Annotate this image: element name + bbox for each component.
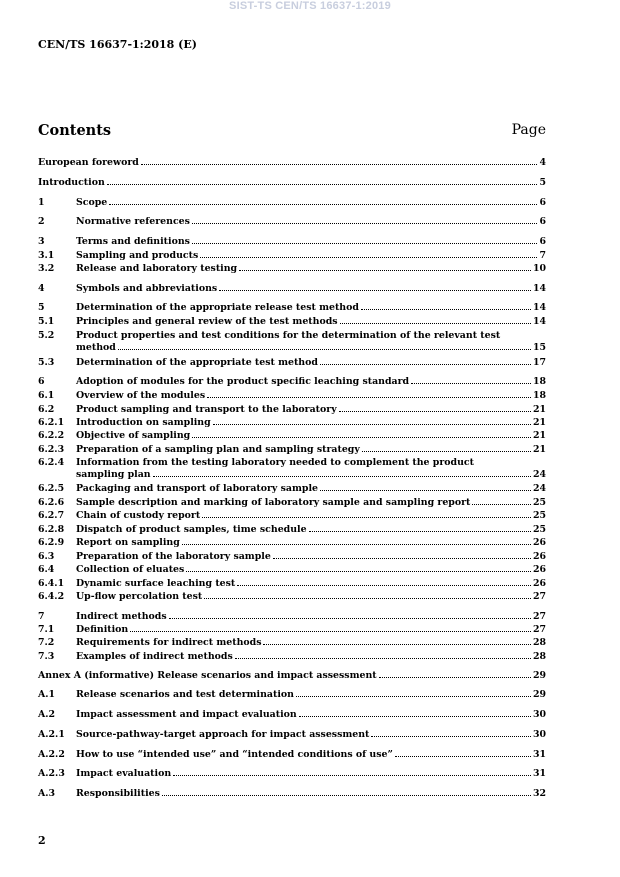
toc-page-number: 25 (532, 497, 546, 508)
toc-number: 2 (38, 216, 45, 227)
toc-page-number: 29 (532, 689, 546, 700)
toc-leader-dots (192, 236, 538, 244)
toc-number: 6.2.3 (38, 444, 65, 455)
page-column-label: Page (511, 122, 546, 138)
toc-entry[interactable] (38, 302, 546, 314)
toc-entry[interactable] (38, 510, 546, 522)
toc-number: 5.2 (38, 330, 55, 341)
toc-leader-dots (192, 430, 531, 438)
toc-number: 5 (38, 302, 45, 313)
toc-page-number: 6 (539, 236, 546, 247)
toc-number: A.2.3 (38, 768, 65, 779)
toc-title: Examples of indirect methods (76, 651, 233, 662)
toc-page-number: 21 (532, 444, 546, 455)
toc-page-number: 30 (532, 729, 546, 740)
toc-page-number: 17 (532, 357, 546, 368)
toc-entry[interactable] (38, 316, 546, 328)
toc-entry[interactable] (38, 444, 546, 456)
toc-entry[interactable] (38, 497, 546, 509)
toc-number: 6.1 (38, 390, 55, 401)
toc-entry[interactable] (38, 197, 546, 209)
toc-entry[interactable] (38, 483, 546, 495)
toc-leader-dots (192, 216, 538, 224)
toc-leader-dots (204, 591, 531, 599)
toc-leader-dots (379, 670, 531, 678)
toc-title: Terms and definitions (76, 236, 190, 247)
toc-title: Indirect methods (76, 611, 167, 622)
toc-leader-dots (309, 524, 531, 532)
toc-number: 4 (38, 283, 45, 294)
toc-number: 6.2.7 (38, 510, 65, 521)
page-number: 2 (38, 834, 46, 847)
toc-title: Determination of the appropriate release test method (76, 302, 359, 313)
toc-entry[interactable] (38, 709, 546, 721)
toc-entry[interactable] (38, 250, 546, 262)
toc-entry[interactable] (38, 689, 546, 701)
toc-leader-dots (395, 749, 531, 757)
toc-page-number: 4 (539, 157, 546, 168)
toc-entry[interactable] (38, 537, 546, 549)
toc-title: Impact assessment and impact evaluation (76, 709, 297, 720)
toc-title-continued: method (76, 341, 116, 353)
toc-entry[interactable] (38, 330, 546, 353)
toc-number: 6.2.6 (38, 497, 65, 508)
document-reference: CEN/TS 16637-1:2018 (E) (38, 38, 197, 51)
toc-number: 3.2 (38, 263, 55, 274)
toc-number: 6.2.9 (38, 537, 65, 548)
toc-number: 6.4 (38, 564, 55, 575)
toc-title: Requirements for indirect methods (76, 637, 262, 648)
toc-entry[interactable] (38, 524, 546, 536)
toc-leader-dots (130, 624, 531, 632)
toc-title: Dispatch of product samples, time schedule (76, 524, 307, 535)
toc-title: Scope (76, 197, 108, 208)
toc-page-number: 25 (532, 510, 546, 521)
toc-leader-dots (109, 197, 537, 205)
toc-number: 1 (38, 197, 45, 208)
toc-title: Definition (76, 624, 129, 635)
toc-title-continued: sampling plan (76, 468, 151, 480)
toc-entry[interactable] (38, 729, 546, 741)
toc-number: A.3 (38, 788, 56, 799)
toc-number: A.2.1 (38, 729, 65, 740)
toc-number: 5.3 (38, 357, 55, 368)
toc-title: Preparation of the laboratory sample (76, 551, 271, 562)
toc-page-number: 32 (532, 788, 546, 799)
toc-number: 6 (38, 376, 45, 387)
toc-entry[interactable] (38, 376, 546, 388)
toc-title: Product sampling and transport to the laboratory (76, 404, 337, 415)
toc-title: Dynamic surface leaching test (76, 578, 236, 589)
toc-title: Impact evaluation (76, 768, 172, 779)
toc-number: 6.2.1 (38, 417, 65, 428)
toc-title: Packaging and transport of laboratory sample (76, 483, 318, 494)
toc-title: Introduction (38, 177, 105, 188)
toc-title: Adoption of modules for the product specific leaching standard (76, 376, 410, 387)
toc-entry[interactable] (38, 611, 546, 623)
toc-entry[interactable] (38, 157, 546, 169)
toc-entry[interactable] (38, 404, 546, 416)
toc-title: European foreword (38, 157, 139, 168)
toc-leader-dots (340, 316, 531, 324)
toc-page-number: 14 (532, 316, 546, 327)
toc-entry[interactable] (38, 651, 546, 663)
toc-leader-dots (237, 578, 531, 586)
toc-number: 6.2.8 (38, 524, 65, 535)
toc-page-number: 21 (532, 404, 546, 415)
toc-page-number: 21 (532, 430, 546, 441)
toc-entry[interactable] (38, 591, 546, 603)
toc-number: 5.1 (38, 316, 55, 327)
toc-leader-dots (207, 390, 531, 398)
toc-entry[interactable] (38, 263, 546, 275)
toc-entry[interactable] (38, 216, 546, 228)
toc-leader-dots (339, 404, 531, 412)
toc-number: 6.4.1 (38, 578, 65, 589)
toc-number: 6.2 (38, 404, 55, 415)
toc-page-number: 31 (532, 768, 546, 779)
watermark: SIST-TS CEN/TS 16637-1:2019 (229, 0, 391, 12)
toc-number: A.2.2 (38, 749, 65, 760)
contents-heading (38, 122, 546, 142)
toc-entry[interactable] (38, 283, 546, 295)
toc-page-number: 15 (532, 341, 546, 353)
toc-title: Determination of the appropriate test method (76, 357, 318, 368)
toc-page-number: 30 (532, 709, 546, 720)
toc-number: A.1 (38, 689, 56, 700)
toc-leader-dots (472, 497, 531, 505)
toc-leader-dots (299, 709, 531, 717)
toc-entry[interactable] (38, 430, 546, 442)
toc-leader-dots (219, 283, 531, 291)
toc-entry[interactable] (38, 390, 546, 402)
toc-title: Release scenarios and test determination (76, 689, 294, 700)
toc-leader-dots (200, 250, 537, 258)
toc-leader-dots (320, 483, 531, 491)
toc-leader-dots (162, 788, 531, 796)
toc-leader-dots (118, 342, 531, 350)
toc-leader-dots (361, 302, 531, 310)
toc-number: 6.2.2 (38, 430, 65, 441)
toc-entry[interactable] (38, 749, 546, 761)
toc-leader-dots (107, 177, 538, 185)
toc-page-number: 24 (532, 483, 546, 494)
toc-page-number: 26 (532, 551, 546, 562)
toc-page-number: 28 (532, 637, 546, 648)
toc-leader-dots (153, 469, 531, 477)
toc-page-number: 27 (532, 611, 546, 622)
toc-leader-dots (320, 357, 531, 365)
toc-entry[interactable] (38, 768, 546, 780)
toc-leader-dots (362, 444, 531, 452)
toc-title: Source-pathway-target approach for impact assessment (76, 729, 370, 740)
toc-entry[interactable] (38, 551, 546, 563)
toc-title: Release and laboratory testing (76, 263, 238, 274)
toc-number: A.2 (38, 709, 56, 720)
toc-title: Objective of sampling (76, 430, 191, 441)
toc-number: 7.2 (38, 637, 55, 648)
toc-title: Information from the testing laboratory needed to complement the product (76, 457, 474, 468)
toc-title: Sampling and products (76, 250, 199, 261)
toc-title: Product properties and test conditions for the determination of the relevant test (76, 330, 501, 341)
toc-number: 7.3 (38, 651, 55, 662)
toc-number: 6.3 (38, 551, 55, 562)
toc-leader-dots (263, 637, 530, 645)
toc-number: 6.4.2 (38, 591, 65, 602)
toc-entry[interactable] (38, 624, 546, 636)
toc-page-number: 26 (532, 537, 546, 548)
toc-leader-dots (235, 651, 531, 659)
toc-page-number: 27 (532, 624, 546, 635)
toc-entry[interactable] (38, 357, 546, 369)
toc-leader-dots (371, 729, 531, 737)
toc-entry[interactable] (38, 788, 546, 800)
toc-title: Up-flow percolation test (76, 591, 203, 602)
contents-title: Contents (38, 122, 112, 139)
toc-title: Preparation of a sampling plan and sampling strategy (76, 444, 360, 455)
toc-page-number: 18 (532, 390, 546, 401)
toc-leader-dots (186, 564, 531, 572)
toc-title: Symbols and abbreviations (76, 283, 218, 294)
toc-title: Sample description and marking of laboratory sample and sampling report (76, 497, 471, 508)
toc-leader-dots (296, 689, 531, 697)
toc-page-number: 29 (532, 670, 546, 681)
toc-leader-dots (213, 417, 531, 425)
toc-page-number: 27 (532, 591, 546, 602)
toc-page-number: 18 (532, 376, 546, 387)
toc-page-number: 6 (539, 216, 546, 227)
toc-leader-dots (173, 768, 531, 776)
toc-entry[interactable] (38, 670, 546, 682)
toc-page-number: 10 (532, 263, 546, 274)
toc-entry[interactable] (38, 637, 546, 649)
toc-entry[interactable] (38, 177, 546, 189)
toc-leader-dots (411, 376, 531, 384)
toc-entry[interactable] (38, 578, 546, 590)
toc-number: 6.2.4 (38, 457, 65, 468)
toc-page-number: 14 (532, 283, 546, 294)
toc-title: Introduction on sampling (76, 417, 211, 428)
toc-entry[interactable] (38, 564, 546, 576)
toc-leader-dots (273, 551, 531, 559)
toc-leader-dots (141, 157, 538, 165)
toc-entry[interactable] (38, 417, 546, 429)
toc-title: Principles and general review of the test methods (76, 316, 338, 327)
toc-page-number: 7 (539, 250, 546, 261)
toc-page-number: 31 (532, 749, 546, 760)
toc-number: 7 (38, 611, 45, 622)
toc-leader-dots (182, 537, 531, 545)
toc-page-number: 24 (532, 468, 546, 480)
toc-page-number: 14 (532, 302, 546, 313)
toc-page-number: 26 (532, 564, 546, 575)
toc-title: Annex A (informative) Release scenarios and impact assessment (38, 670, 377, 681)
toc-number: 3.1 (38, 250, 55, 261)
toc-entry[interactable] (38, 236, 546, 248)
toc-number: 7.1 (38, 624, 55, 635)
toc-entry[interactable] (38, 457, 546, 480)
toc-leader-dots (202, 510, 531, 518)
toc-page-number: 25 (532, 524, 546, 535)
toc-title: Collection of eluates (76, 564, 185, 575)
toc-page-number: 6 (539, 197, 546, 208)
toc-page-number: 28 (532, 651, 546, 662)
toc-title: Responsibilities (76, 788, 160, 799)
toc-title: Chain of custody report (76, 510, 201, 521)
toc-title: Report on sampling (76, 537, 180, 548)
toc-page-number: 5 (539, 177, 546, 188)
toc-leader-dots (169, 611, 531, 619)
toc-title: How to use “intended use” and “intended conditions of use” (76, 749, 393, 760)
toc-title: Normative references (76, 216, 190, 227)
toc-page-number: 21 (532, 417, 546, 428)
toc-number: 6.2.5 (38, 483, 65, 494)
toc-title: Overview of the modules (76, 390, 206, 401)
toc-leader-dots (239, 263, 531, 271)
toc-number: 3 (38, 236, 45, 247)
toc-page-number: 26 (532, 578, 546, 589)
